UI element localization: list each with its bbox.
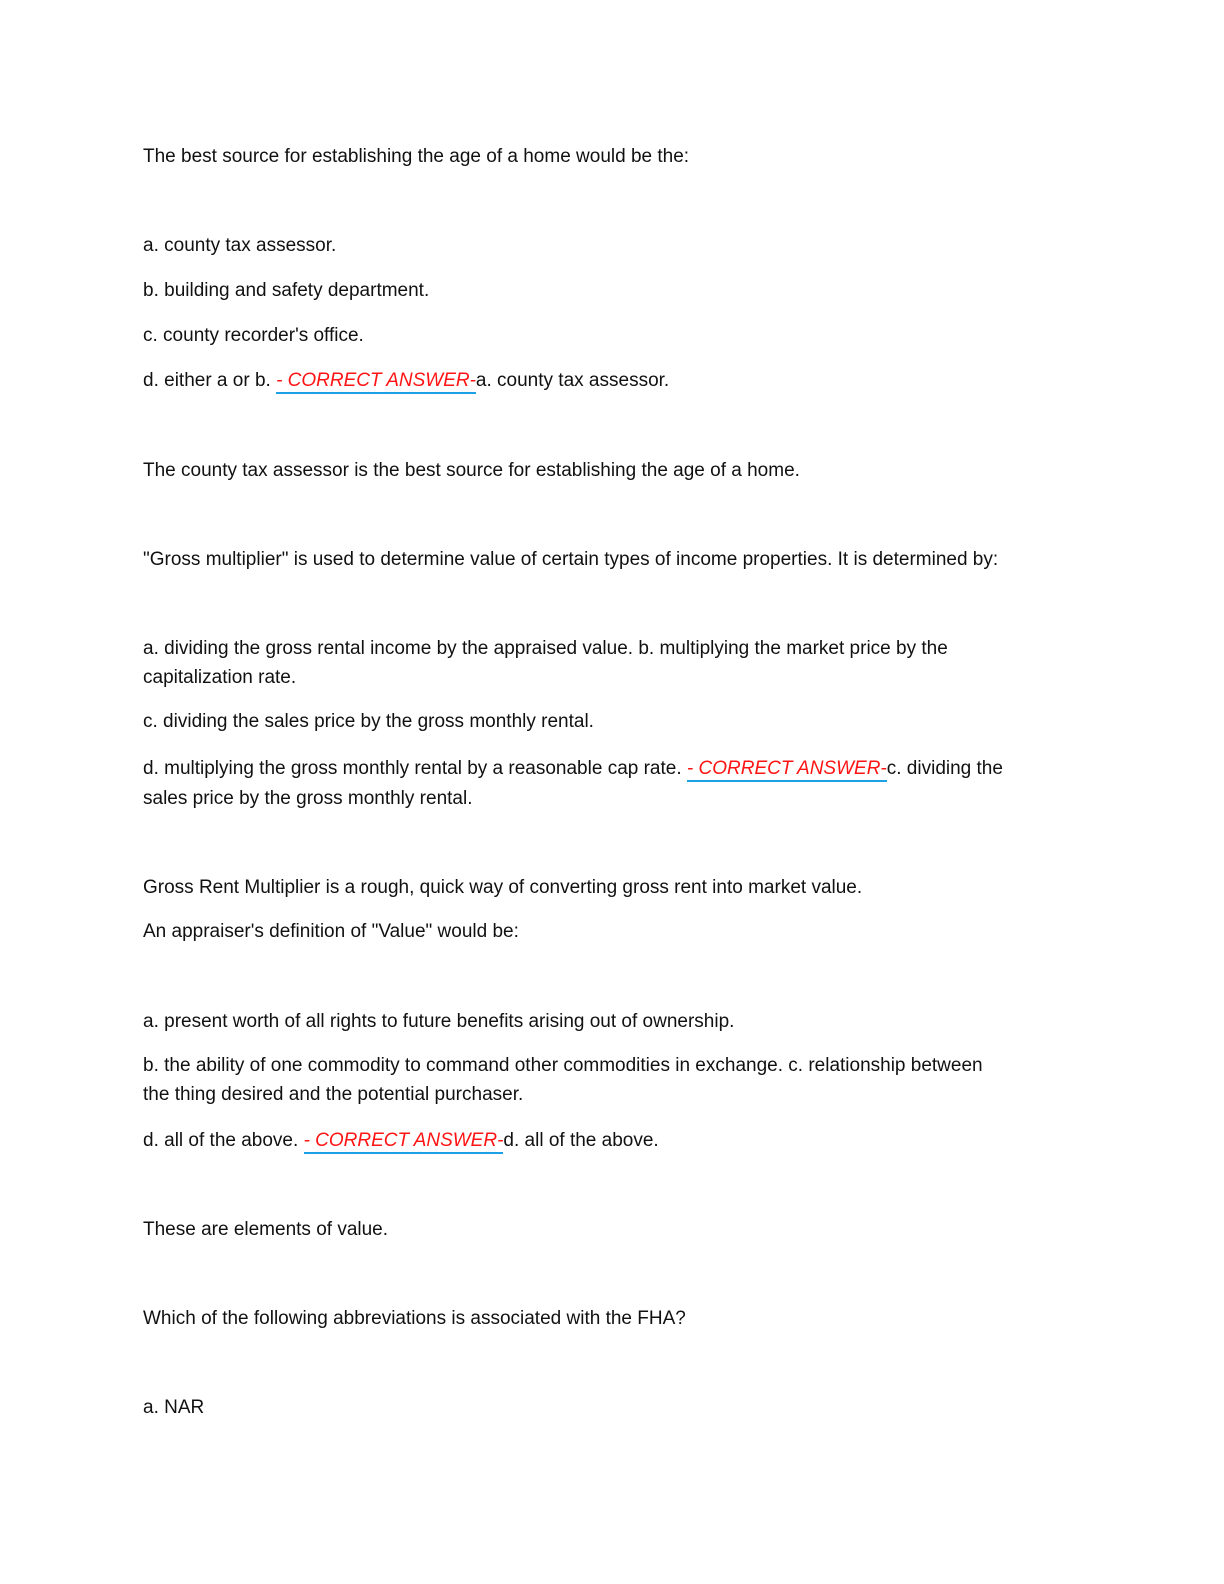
- q2-answer-cont: sales price by the gross monthly rental.: [143, 788, 473, 809]
- q2-option-c: c. dividing the sales price by the gross monthly rental.: [143, 711, 594, 732]
- q2-option-d: d. multiplying the gross monthly rental by a reasonable cap rate.: [143, 758, 687, 779]
- q2-correct-answer-marker: - CORRECT ANSWER-: [687, 758, 887, 782]
- question-1: The best source for establishing the age of a home would be the:: [143, 146, 690, 167]
- q3-option-bc: b. the ability of one commodity to command other commodities in exchange. c. relationship between: [143, 1055, 983, 1076]
- q3-answer: d. all of the above.: [503, 1130, 659, 1151]
- q1-option-d: d. either a or b.: [143, 370, 277, 391]
- q1-option-a: a. county tax assessor.: [143, 235, 337, 256]
- question-3: An appraiser's definition of "Value" would be:: [143, 921, 519, 942]
- q1-option-d-line: [143, 366, 669, 395]
- q1-correct-answer-marker: - CORRECT ANSWER-: [276, 370, 476, 394]
- q1-option-b: b. building and safety department.: [143, 280, 430, 301]
- q3-option-a: a. present worth of all rights to future benefits arising out of ownership.: [143, 1011, 735, 1032]
- q1-explanation: The county tax assessor is the best source for establishing the age of a home.: [143, 460, 800, 481]
- q2-option-ab-cont: capitalization rate.: [143, 667, 297, 688]
- q2-option-ab: a. dividing the gross rental income by the appraised value. b. multiplying the market price by the: [143, 638, 948, 659]
- q1-answer: a. county tax assessor.: [475, 370, 670, 391]
- q3-explanation: These are elements of value.: [143, 1219, 389, 1240]
- question-4: Which of the following abbreviations is associated with the FHA?: [143, 1308, 686, 1329]
- q2-option-d-line: [143, 754, 1003, 783]
- q3-option-d: d. all of the above.: [143, 1130, 304, 1151]
- q1-option-c: c. county recorder's office.: [143, 325, 364, 346]
- question-2: "Gross multiplier" is used to determine value of certain types of income properties. It is determined by:: [143, 549, 999, 570]
- q2-explanation: Gross Rent Multiplier is a rough, quick way of converting gross rent into market value.: [143, 877, 863, 898]
- q3-correct-answer-marker: - CORRECT ANSWER-: [304, 1130, 504, 1154]
- q4-option-a: a. NAR: [143, 1397, 205, 1418]
- q3-option-bc-cont: the thing desired and the potential purchaser.: [143, 1084, 524, 1105]
- q3-option-d-line: [143, 1126, 659, 1155]
- q2-answer: c. dividing the: [886, 758, 1003, 779]
